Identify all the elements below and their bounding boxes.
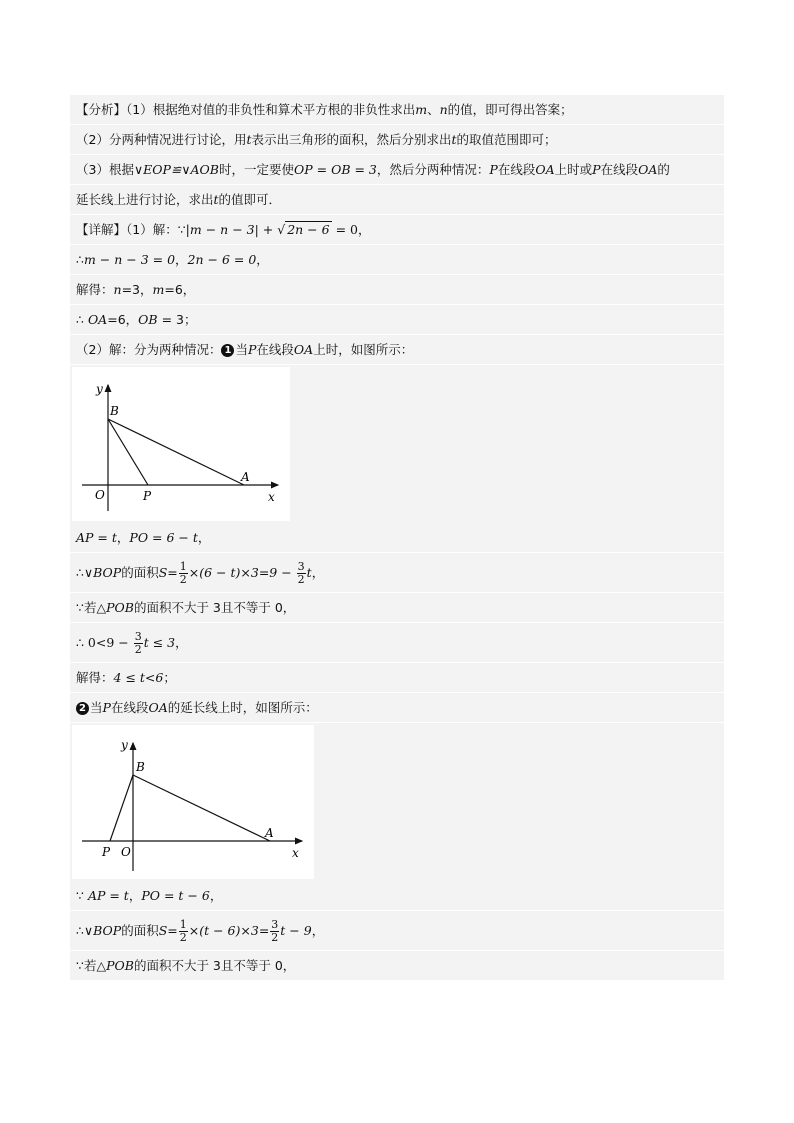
text: 的 — [657, 162, 670, 177]
text: | + — [254, 222, 278, 237]
text: （3）根据 — [76, 162, 134, 177]
detail-line-4 — [70, 305, 724, 335]
analysis-line-1 — [70, 95, 724, 125]
text: =6， — [164, 282, 196, 297]
denominator: 2 — [179, 573, 187, 586]
math-expr: t ≤ 3 — [143, 635, 176, 650]
text: 在线段 — [600, 162, 639, 177]
case2-line-3 — [70, 951, 724, 981]
math-var: OA — [638, 162, 658, 177]
math-var: POB — [106, 600, 134, 615]
numerator: 3 — [271, 918, 279, 931]
detail-line-1 — [70, 215, 724, 245]
text: ， — [311, 923, 325, 938]
analysis-line-4 — [70, 185, 724, 215]
math-expr: ×(6 − t)×3=9 − — [188, 565, 296, 580]
figure-2-diagram — [72, 725, 314, 879]
math-expr: 2n − 6 — [287, 222, 330, 237]
text: ∴ — [76, 312, 88, 327]
text: 在线段 — [110, 700, 149, 715]
text: ， — [175, 635, 188, 650]
point-B-label: B — [136, 760, 145, 774]
point-O-label: O — [95, 488, 105, 502]
text: 上时，如图所示： — [313, 342, 414, 357]
text: = 0， — [331, 222, 371, 237]
math-var: t — [306, 565, 312, 580]
text: 时，一定要使 — [218, 162, 294, 177]
text: （2）分两种情况进行讨论，用 — [76, 132, 247, 147]
math-var: OA — [293, 342, 314, 357]
math-var: OA — [535, 162, 555, 177]
text: ∵若△ — [76, 958, 107, 973]
point-B-label: B — [110, 404, 119, 418]
math-var: S — [158, 923, 168, 938]
fraction — [297, 561, 306, 586]
denominator: 2 — [134, 643, 142, 656]
text: ，然后分两种情况： — [376, 162, 490, 177]
numerator: 1 — [179, 918, 187, 931]
circled-number-1: 1 — [221, 344, 234, 357]
text: 当 — [90, 700, 103, 715]
text: 的值，即可得出答案； — [447, 102, 573, 117]
text: 的面积不大于 3且不等于 0， — [133, 600, 296, 615]
math-expr: AP = t — [87, 888, 129, 903]
math-var: P — [489, 162, 498, 177]
text: 上时或 — [554, 162, 593, 177]
math-var: t — [213, 192, 219, 207]
math-var: S — [158, 565, 168, 580]
text: （1）解：∵| — [126, 222, 190, 237]
case1-line-2 — [70, 553, 724, 593]
text: =3， — [121, 282, 153, 297]
detail-tag: 【详解】 — [76, 222, 127, 237]
text: = 3； — [157, 312, 197, 327]
numerator: 3 — [134, 630, 142, 643]
text: 在线段 — [256, 342, 294, 357]
math-var: OB — [138, 312, 158, 327]
math-expr: m − n − 3 = 0 — [83, 252, 176, 267]
case2-line-2 — [70, 911, 724, 951]
math-var: t — [451, 132, 457, 147]
text: 在线段 — [497, 162, 536, 177]
math-var: m — [415, 102, 428, 117]
x-axis-label: x — [292, 846, 299, 860]
text: ∵若△ — [76, 600, 107, 615]
analysis-line-2 — [70, 125, 724, 155]
text: ， — [128, 888, 142, 903]
text: 解得： — [76, 670, 114, 685]
text: （1）根据绝对值的非负性和算术平方根的非负性求出 — [126, 102, 416, 117]
denominator: 2 — [297, 573, 305, 586]
math-var: BOP — [93, 565, 122, 580]
math-var: OA — [148, 700, 168, 715]
denominator: 2 — [271, 931, 279, 944]
math-expr: t − 9 — [280, 923, 312, 938]
y-axis-label: y — [121, 738, 128, 752]
text: 的面积不大于 3且不等于 0， — [133, 958, 296, 973]
math-expr: AP = t — [76, 530, 117, 545]
detail-line-2 — [70, 245, 724, 275]
detail-line-5 — [70, 335, 724, 365]
math-expr: PO = t − 6 — [141, 888, 210, 903]
math-var: P — [247, 342, 257, 357]
numerator: 1 — [179, 560, 187, 573]
math-expr: m − n − 3 — [189, 222, 255, 237]
math-expr: ×(t − 6)×3= — [188, 923, 270, 938]
case1-line-5 — [70, 663, 724, 693]
case1-line-3 — [70, 593, 724, 623]
figure-1-wrapper — [70, 365, 724, 523]
math-var: P — [102, 700, 111, 715]
text: 的面积 — [121, 565, 159, 580]
point-O-label: O — [121, 845, 131, 859]
analysis-tag: 【分析】 — [76, 102, 127, 117]
segment-BA — [133, 775, 270, 841]
case2-heading — [70, 693, 724, 723]
text: ； — [163, 670, 176, 685]
math-expr: OP = OB = 3 — [294, 162, 377, 177]
y-axis-label: y — [96, 382, 103, 396]
text: =6， — [107, 312, 139, 327]
text: ， — [197, 530, 211, 545]
math-var: n — [439, 102, 448, 117]
math-var: n — [113, 282, 122, 297]
x-axis-label: x — [268, 490, 275, 504]
math-var: OA — [87, 312, 108, 327]
text: 延长线上进行讨论，求出 — [76, 192, 214, 207]
text: 解得： — [76, 282, 114, 297]
solution-document — [70, 95, 724, 981]
math-var: BOP — [93, 923, 122, 938]
math-var: t — [246, 132, 252, 147]
text: ∴∨ — [76, 565, 94, 580]
point-P-label: P — [102, 845, 111, 859]
case2-line-1 — [70, 881, 724, 911]
detail-line-3 — [70, 275, 724, 305]
text: ∴ — [76, 252, 84, 267]
case1-line-4 — [70, 623, 724, 663]
math-var: m — [152, 282, 165, 297]
text: 、 — [427, 102, 440, 117]
text: = — [167, 923, 178, 938]
fraction — [134, 631, 143, 656]
numerator: 3 — [297, 560, 305, 573]
text: 的值即可． — [218, 192, 282, 207]
case1-line-1 — [70, 523, 724, 553]
text: ∵ — [76, 888, 88, 903]
text: 当 — [235, 342, 248, 357]
text: = — [167, 565, 178, 580]
text: ∴∨ — [76, 923, 94, 938]
math-expr: 2n − 6 = 0 — [187, 252, 257, 267]
math-expr: 4 ≤ t<6 — [113, 670, 164, 685]
fraction — [179, 561, 188, 586]
text: 的延长线上时，如图所示： — [167, 700, 318, 715]
figure-2-wrapper — [70, 723, 724, 881]
math-expr: PO = 6 − t — [129, 530, 198, 545]
point-A-label: A — [241, 470, 250, 484]
point-P-label: P — [143, 489, 152, 503]
sqrt-sign: √ — [277, 222, 286, 237]
fraction — [179, 919, 188, 944]
text: 表示出三角形的面积，然后分别求出 — [251, 132, 452, 147]
math-var: POB — [106, 958, 134, 973]
math-var: P — [592, 162, 601, 177]
fraction — [270, 919, 279, 944]
math-expr: ∨EOP≌∨AOB — [133, 162, 219, 177]
analysis-line-3 — [70, 155, 724, 185]
text: 的取值范围即可； — [456, 132, 557, 147]
text: （2）解：分为两种情况： — [76, 342, 222, 357]
math-expr: ∴ 0<9 − — [76, 635, 133, 650]
text: ， — [116, 530, 130, 545]
circled-number-2: 2 — [76, 702, 89, 715]
denominator: 2 — [179, 931, 187, 944]
figure-1-diagram — [72, 367, 290, 521]
text: 的面积 — [121, 923, 159, 938]
segment-BP — [110, 775, 133, 841]
text: ， — [175, 252, 188, 267]
text: ， — [311, 565, 325, 580]
text: ， — [209, 888, 223, 903]
text: ， — [256, 252, 269, 267]
point-A-label: A — [265, 826, 274, 840]
